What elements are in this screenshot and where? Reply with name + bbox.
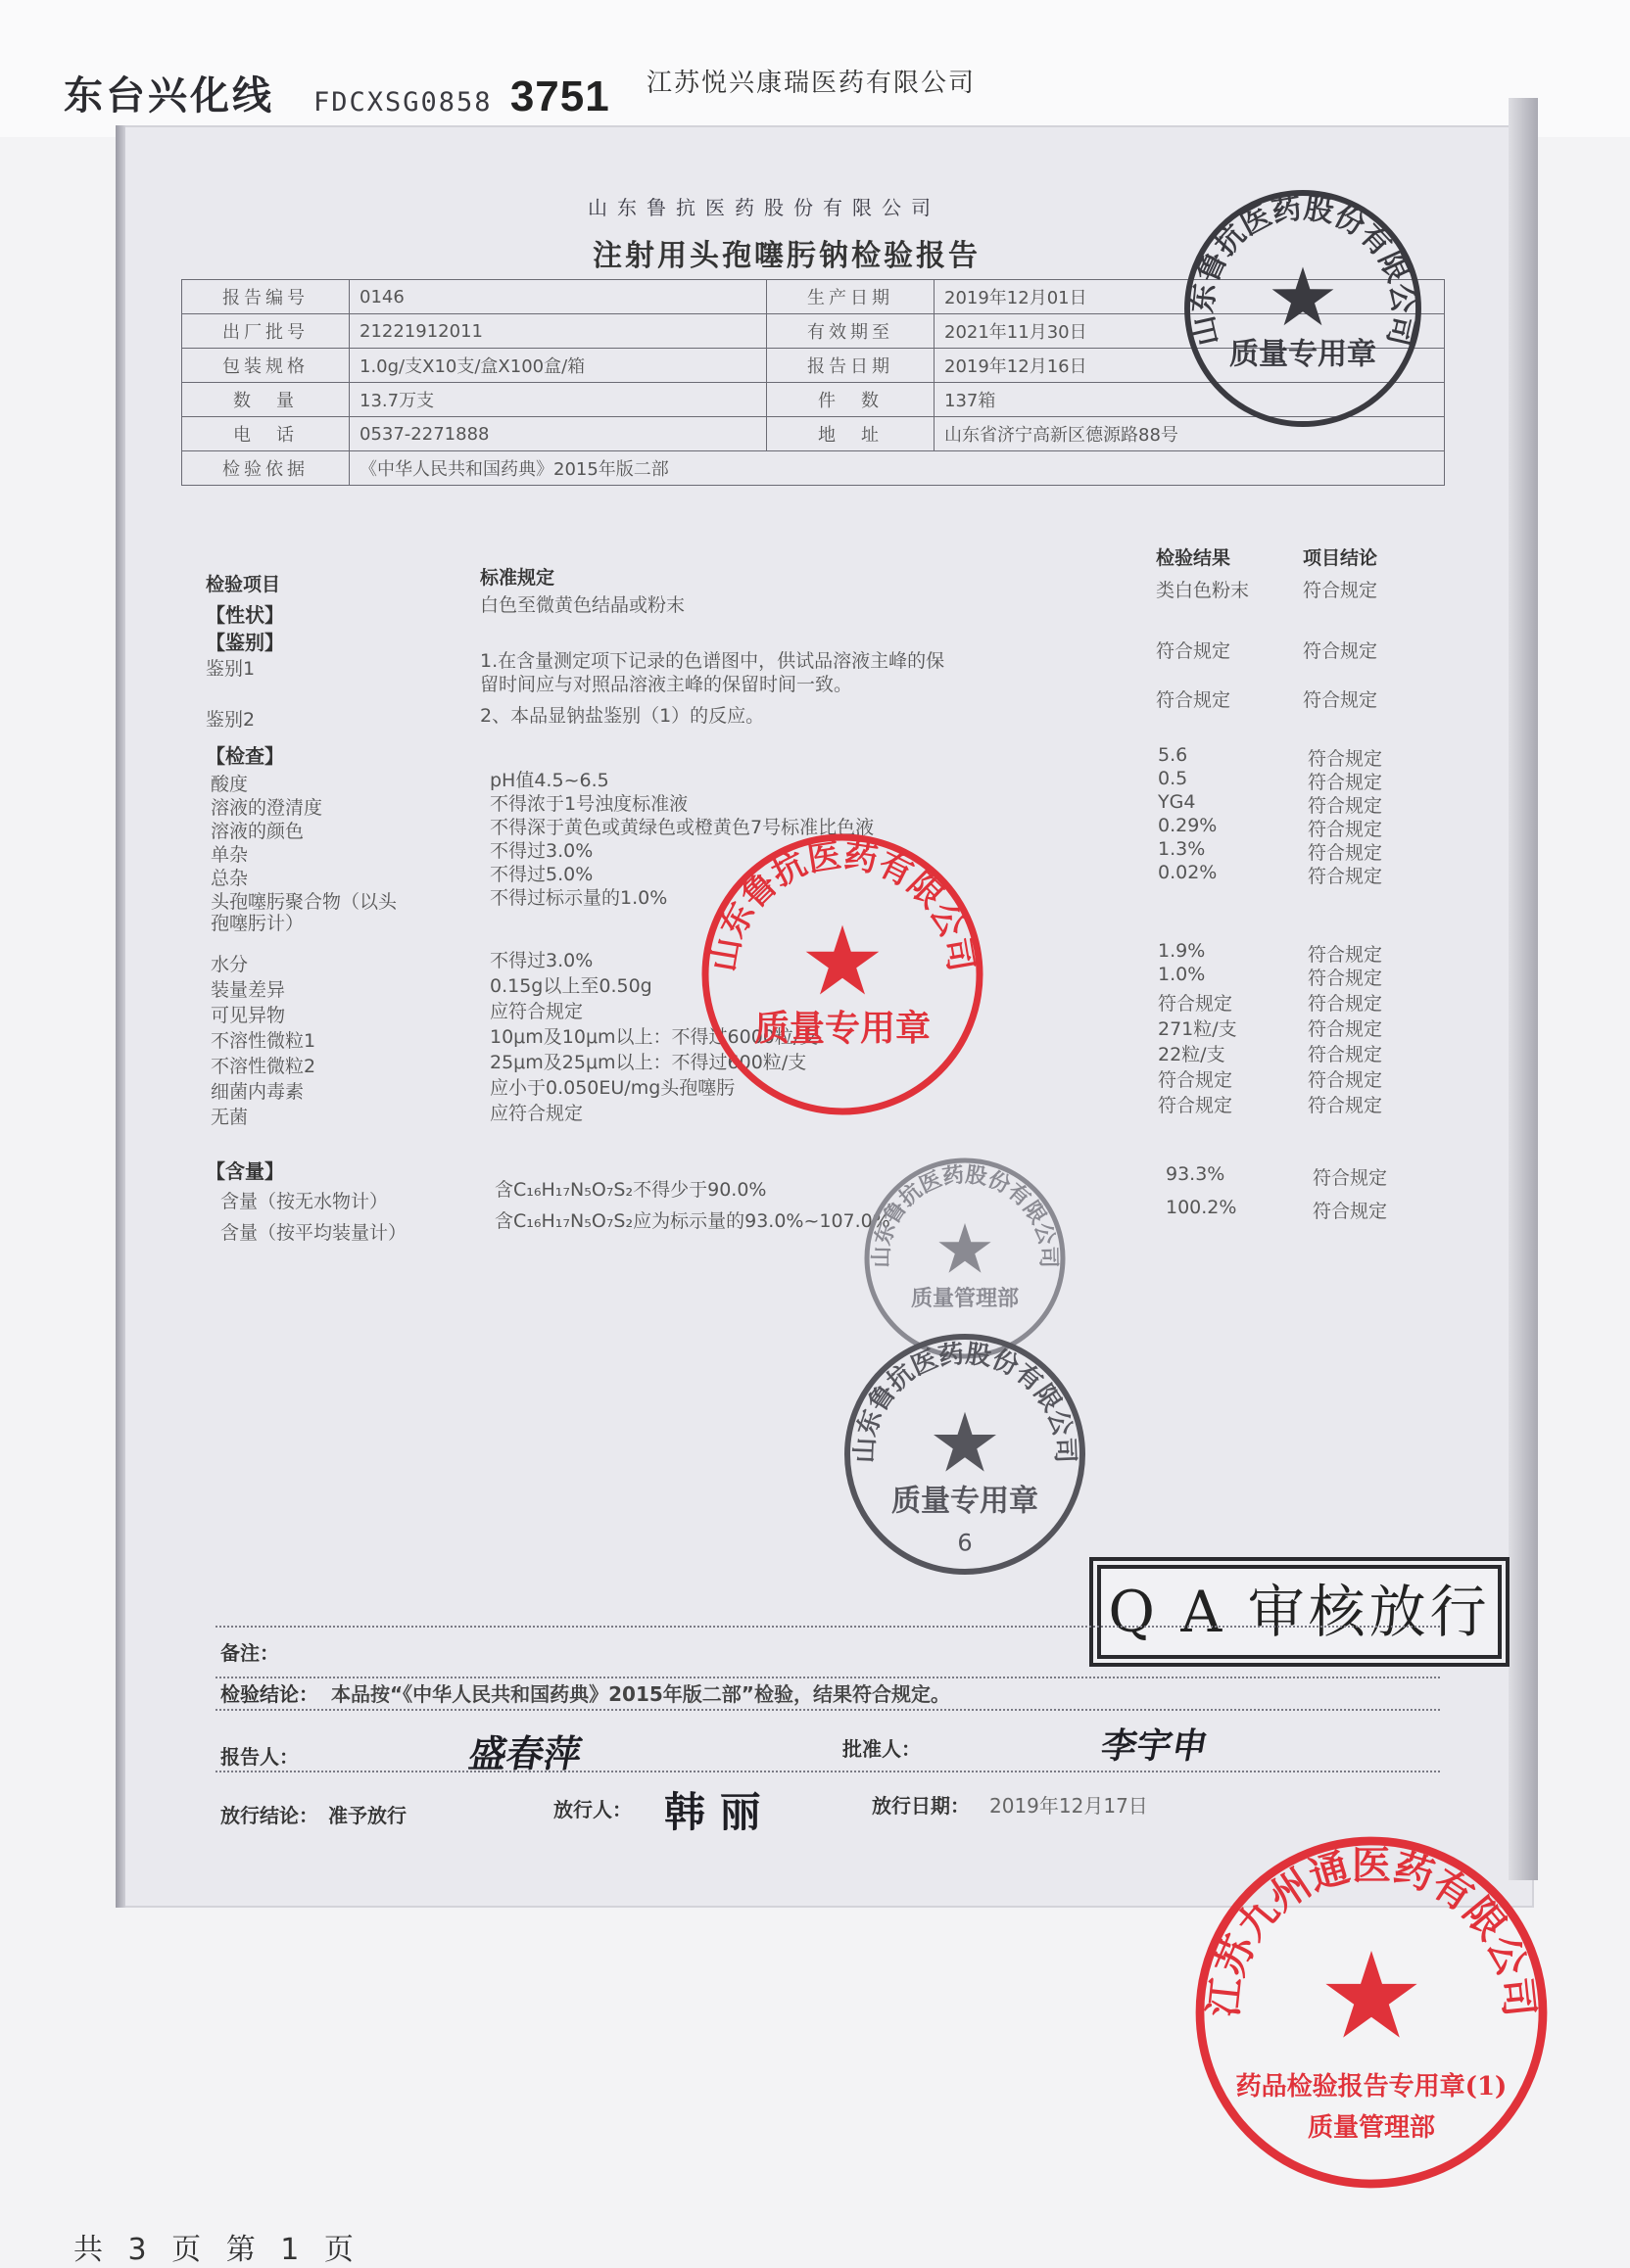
seal-inner-text: 药品检验报告专用章(1) (1235, 2072, 1508, 2102)
inspection-item-conclusion: 符合规定 (1308, 842, 1383, 864)
dotted-line (216, 1771, 1440, 1772)
qa-release-stamp: Q A 审核放行 (1097, 1565, 1502, 1659)
ident-item-name: 鉴别1 (206, 658, 256, 680)
release-value: 准予放行 (328, 1804, 407, 1827)
inspection-item-result: 1.9% (1158, 940, 1206, 962)
distributor-name: 江苏悦兴康瑞医药有限公司 (647, 69, 977, 98)
section-character: 【性状】 (206, 603, 284, 627)
inspection-item-standard: 应小于0.050EU/mg头孢噻肟 (490, 1077, 736, 1099)
content-item-name: 含量（按无水物计） (220, 1191, 389, 1212)
inspection-item-result: 1.3% (1158, 838, 1206, 860)
content-item-result: 100.2% (1166, 1197, 1237, 1218)
inspection-item-name: 细菌内毒素 (211, 1081, 305, 1103)
inspection-item-conclusion: 符合规定 (1308, 993, 1383, 1015)
inspection-item-standard: pH值4.5~6.5 (490, 770, 609, 791)
dotted-line (216, 1626, 1440, 1628)
section-content: 【含量】 (206, 1159, 284, 1183)
inspection-item-result: 符合规定 (1158, 1095, 1233, 1116)
seal-outer-text-path: 山东鲁抗医药有限公司 (703, 835, 982, 974)
inspection-item-result: 1.0% (1158, 964, 1206, 985)
inspection-item-standard: 应符合规定 (490, 1103, 584, 1124)
content-item-standard: 含C₁₆H₁₇N₅O₇S₂不得少于90.0% (495, 1179, 767, 1201)
col-item: 检验项目 (206, 574, 281, 595)
basis-label: 检验依据 (182, 451, 350, 486)
inspection-item-name: 水分 (211, 954, 249, 975)
inspection-item-name: 不溶性微粒1 (211, 1030, 316, 1052)
seal-outer-text-path: 山东鲁抗医药股份有限公司 (849, 1339, 1080, 1464)
info-cell-k2: 地 址 (767, 417, 935, 451)
content-item-standard: 含C₁₆H₁₇N₅O₇S₂应为标示量的93.0%~107.0% (495, 1210, 890, 1232)
inspection-item-result: 符合规定 (1158, 1069, 1233, 1091)
dotted-line (216, 1709, 1440, 1711)
seal-inner-text-2: 质量管理部 (1307, 2113, 1436, 2143)
info-cell-k2: 报告日期 (767, 349, 935, 383)
seal-inner-text: 质量专用章 (891, 1484, 1038, 1519)
seal-star-icon (806, 925, 880, 995)
inspection-item-name: 溶液的颜色 (211, 821, 305, 842)
inspection-item-name: 装量差异 (211, 979, 286, 1001)
inspection-item-standard: 应符合规定 (490, 1001, 584, 1022)
seal-inner-text: 质量专用章 (1229, 337, 1376, 372)
inspection-item-conclusion: 符合规定 (1308, 1069, 1383, 1091)
report-title: 注射用头孢噻肟钠检验报告 (593, 239, 981, 273)
release-date-label: 放行日期： (872, 1794, 970, 1818)
inspection-item-conclusion: 符合规定 (1308, 944, 1383, 966)
release-date: 2019年12月17日 (989, 1794, 1148, 1818)
info-cell-k1: 电 话 (182, 417, 350, 451)
inspection-item-standard: 不得过3.0% (490, 840, 594, 862)
info-cell-k1: 数 量 (182, 383, 350, 417)
ident-item-name: 鉴别2 (206, 709, 256, 731)
conclusion-label: 检验结论： (220, 1682, 318, 1706)
info-cell-v1: 0537-2271888 (350, 417, 767, 451)
approver-label: 批准人： (842, 1737, 921, 1761)
inspection-item-standard: 不得过3.0% (490, 950, 594, 971)
inspection-item-conclusion: 符合规定 (1308, 866, 1383, 887)
info-cell-k2: 生产日期 (767, 280, 935, 314)
basis-value: 《中华人民共和国药典》2015年版二部 (350, 451, 1445, 486)
conclusion-text: 本品按“《中华人民共和国药典》2015年版二部”检验，结果符合规定。 (331, 1682, 950, 1706)
info-cell-v2: 2019年12月01日 (935, 280, 1445, 314)
inspection-item-name: 酸度 (211, 774, 249, 795)
inspection-item-result: 22粒/支 (1158, 1044, 1225, 1065)
remark-label: 备注： (220, 1641, 279, 1665)
inspection-item-conclusion: 符合规定 (1308, 1044, 1383, 1065)
inspection-item-name: 无菌 (211, 1107, 249, 1128)
col-result: 检验结果 (1156, 547, 1231, 569)
inspection-item-result: 0.29% (1158, 815, 1218, 836)
info-cell-k2: 件 数 (767, 383, 935, 417)
releaser-label: 放行人： (553, 1798, 632, 1821)
ident-item-result: 符合规定 (1156, 689, 1231, 711)
character-result: 类白色粉末 (1156, 580, 1250, 601)
seal-outer-text-path: 江苏九州通医药有限公司 (1200, 1842, 1543, 2019)
inspection-item-conclusion: 符合规定 (1308, 1095, 1383, 1116)
reporter-label: 报告人： (220, 1745, 299, 1769)
content-item-name: 含量（按平均装量计） (220, 1222, 408, 1244)
ident-standard-1: 1.在含量测定项下记录的色谱图中，供试品溶液主峰的保 (480, 650, 945, 672)
releaser-signature: 韩 丽 (664, 1788, 761, 1836)
character-standard: 白色至微黄色结晶或粉末 (480, 594, 686, 616)
info-cell-k2: 有效期至 (767, 314, 935, 349)
info-cell-k1: 出厂批号 (182, 314, 350, 349)
inspection-item-standard: 不得深于黄色或黄绿色或橙黄色7号标准比色液 (490, 817, 875, 838)
approver-signature: 李宇申 (1097, 1725, 1212, 1767)
inspection-item-name: 溶液的澄清度 (211, 797, 323, 819)
inspection-item-standard: 0.15g以上至0.50g (490, 975, 652, 997)
info-cell-v1: 0146 (350, 280, 767, 314)
content-item-conclusion: 符合规定 (1313, 1167, 1388, 1189)
page-indicator: 共 3 页 第 1 页 (73, 2233, 361, 2267)
inspection-item-result: 271粒/支 (1158, 1018, 1237, 1040)
seal-inner-text: 质量管理部 (910, 1286, 1020, 1311)
inspection-item-conclusion: 符合规定 (1308, 795, 1383, 817)
ident-standard-2: 2、本品显钠盐鉴别（1）的反应。 (480, 705, 765, 727)
info-cell-v1: 1.0g/支X10支/盒X100盒/箱 (350, 349, 767, 383)
inspection-item-name: 可见异物 (211, 1005, 286, 1026)
info-cell-v2: 山东省济宁高新区德源路88号 (935, 417, 1445, 451)
inspection-item-name-cont: 孢噻肟计） (211, 913, 305, 934)
inspection-item-standard: 不得浓于1号浊度标准液 (490, 793, 689, 815)
section-identification: 【鉴别】 (206, 631, 284, 654)
inspection-item-conclusion: 符合规定 (1308, 968, 1383, 989)
inspection-item-result: 0.02% (1158, 862, 1218, 883)
inspection-item-conclusion: 符合规定 (1308, 772, 1383, 793)
content-item-result: 93.3% (1166, 1163, 1225, 1185)
info-cell-k1: 包装规格 (182, 349, 350, 383)
inspection-item-result: YG4 (1158, 791, 1196, 813)
tracking-code: FDCXSG0858 3751 (313, 72, 610, 120)
seal-number: 6 (957, 1529, 973, 1557)
info-cell-v1: 21221912011 (350, 314, 767, 349)
inspection-item-name: 总杂 (211, 868, 249, 889)
ident-item-result: 符合规定 (1156, 640, 1231, 662)
route-name: 东台兴化线 (64, 73, 274, 118)
inspection-item-standard: 10μm及10μm以上：不得过6000粒/支 (490, 1026, 819, 1048)
info-cell-v1: 13.7万支 (350, 383, 767, 417)
seal-star-icon (1272, 267, 1334, 326)
inspection-item-conclusion: 符合规定 (1308, 1018, 1383, 1040)
col-standard: 标准规定 (480, 567, 555, 589)
inspection-item-name: 单杂 (211, 844, 249, 866)
seal-inner-text: 质量专用章 (753, 1008, 932, 1050)
seal-star-icon (1325, 1951, 1416, 2038)
section-inspection: 【检查】 (206, 744, 284, 768)
character-conclusion: 符合规定 (1303, 580, 1378, 601)
inspection-item-name: 不溶性微粒2 (211, 1056, 316, 1077)
seal-outer-text-path: 山东鲁抗医药股份有限公司 (868, 1161, 1062, 1268)
info-cell-v2: 2019年12月16日 (935, 349, 1445, 383)
inspection-item-standard: 25μm及25μm以上：不得过600粒/支 (490, 1052, 807, 1073)
inspection-item-name: 头孢噻肟聚合物（以头 (211, 891, 398, 913)
inspection-item-result: 5.6 (1158, 744, 1188, 766)
inspection-item-result: 0.5 (1158, 768, 1188, 789)
seal-star-icon (938, 1223, 990, 1273)
inspection-item-result: 符合规定 (1158, 993, 1233, 1015)
inspection-item-standard: 不得过5.0% (490, 864, 594, 885)
seal-outer-text-path: 山东鲁抗医药股份有限公司 (1185, 191, 1420, 350)
inspection-item-standard: 不得过标示量的1.0% (490, 887, 668, 909)
report-company: 山东鲁抗医药股份有限公司 (588, 196, 940, 219)
col-conclusion: 项目结论 (1303, 547, 1378, 569)
ident-item-conclusion: 符合规定 (1303, 689, 1378, 711)
seal-star-icon (934, 1412, 996, 1472)
inspection-item-conclusion: 符合规定 (1308, 748, 1383, 770)
ident-standard-1b: 留时间应与对照品溶液主峰的保留时间一致。 (480, 674, 853, 695)
info-cell-k1: 报告编号 (182, 280, 350, 314)
info-cell-v2: 137箱 (935, 383, 1445, 417)
reporter-signature: 盛春萍 (465, 1731, 586, 1775)
inspection-item-conclusion: 符合规定 (1308, 819, 1383, 840)
content-item-conclusion: 符合规定 (1313, 1201, 1388, 1222)
ident-item-conclusion: 符合规定 (1303, 640, 1378, 662)
info-cell-v2: 2021年11月30日 (935, 314, 1445, 349)
release-label: 放行结论： (220, 1804, 318, 1827)
